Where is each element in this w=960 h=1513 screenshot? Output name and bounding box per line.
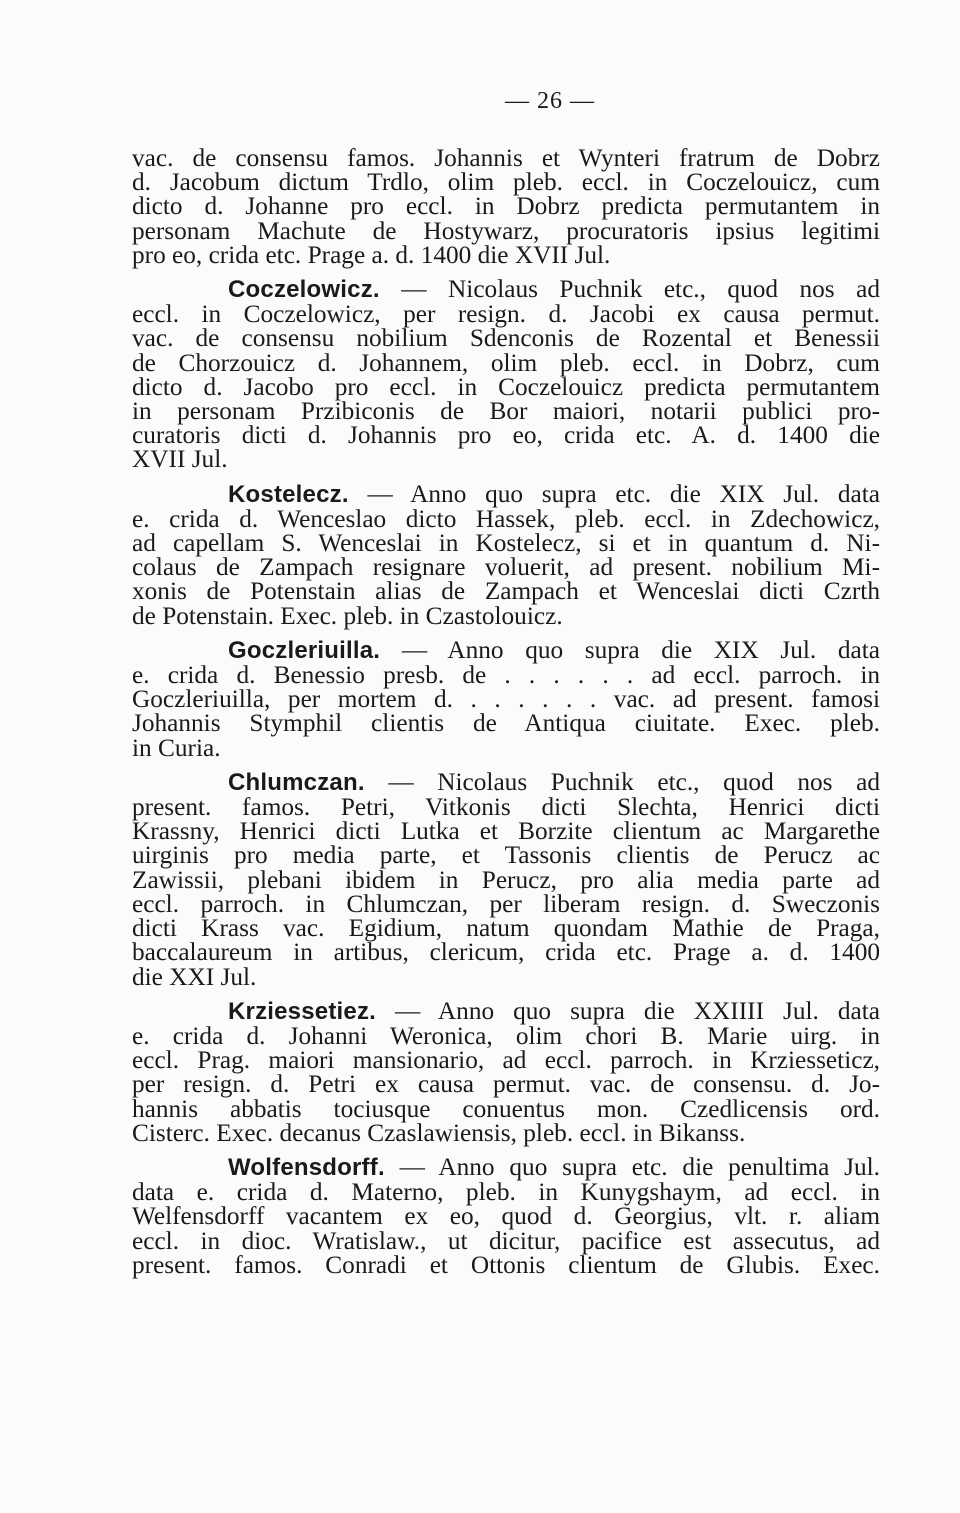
entry-continuation <box>132 146 880 267</box>
page-number: — 26 — <box>505 88 595 114</box>
text-line: eccl. Prag. maiori mansionario, ad eccl. parroch. in Krziesseticz, <box>132 1046 880 1075</box>
entry-heading: Coczelowicz. <box>228 276 380 304</box>
entry-chlumczan <box>132 767 880 991</box>
entry-heading: Goczleriuilla. <box>228 636 381 664</box>
entry-first-line <box>132 1152 880 1181</box>
text-line: Cisterc. Exec. decanus Czaslawiensis, pleb. eccl. in Bikanss. <box>132 1118 746 1147</box>
entry-first-line-text: — Nicolaus Puchnik etc., quod nos ad <box>364 767 880 796</box>
text-line: present. famos. Conradi et Ottonis clientum de Glubis. Exec. <box>132 1250 880 1279</box>
entry-first-line-text: — Anno quo supra die XIX Jul. data <box>380 635 880 664</box>
text-line: present. famos. Petri, Vitkonis dicti Slechta, Henrici dicti <box>132 793 880 822</box>
text-line: Goczleriuilla, per mortem d. . . . . . . vac. ad present. famosi <box>132 685 880 714</box>
text-line: colaus de Zampach resignare voluerit, ad present. nobilium Mi- <box>132 553 880 582</box>
text-line: data e. crida d. Materno, pleb. in Kunygshaym, ad eccl. in <box>132 1178 880 1207</box>
text-line: de Potenstain. Exec. pleb. in Czastolouicz. <box>132 601 563 630</box>
text-line: vac. de consensu nobilium Sdenconis de Rozental et Benessii <box>132 324 880 353</box>
entry-first-line <box>132 479 880 508</box>
text-line: in Curia. <box>132 733 221 762</box>
text-line: e. crida d. Benessio presb. de . . . . . . ad eccl. parroch. in <box>132 661 880 690</box>
entry-first-line-text: — Nicolaus Puchnik etc., quod nos ad <box>379 275 880 304</box>
text-line: ad capellam S. Wenceslai in Kostelecz, si et in quantum d. Ni- <box>132 529 880 558</box>
entry-first-line <box>132 996 880 1025</box>
text-line: eccl. parroch. in Chlumczan, per liberam resign. d. Sweczonis <box>132 889 880 918</box>
text-line: e. crida d. Johanni Weronica, olim chori B. Marie uirg. in <box>132 1021 880 1050</box>
entry-goczleriuilla <box>132 635 880 762</box>
text-line: in personam Przibiconis de Bor maiori, notarii publici pro- <box>132 397 880 426</box>
text-line: eccl. in dioc. Wratislaw., ut dicitur, pacifice est assecutus, ad <box>132 1226 880 1255</box>
text-line: die XXI Jul. <box>132 962 257 991</box>
text-line: hannis abbatis tociusque conuentus mon. Czedlicensis ord. <box>132 1094 880 1123</box>
text-line: baccalaureum in artibus, clericum, crida etc. Prage a. d. 1400 <box>132 938 880 967</box>
entry-krziessetiez <box>132 996 880 1147</box>
text-line: pro eo, crida etc. Prage a. d. 1400 die XVII Jul. <box>132 240 611 269</box>
entry-heading: Wolfensdorff. <box>228 1153 385 1181</box>
text-line: xonis de Potenstain alias de Zampach et Wenceslai dicti Czrth <box>132 577 880 606</box>
entry-first-line <box>132 767 880 796</box>
text-line: curatoris dicti d. Johannis pro eo, crida etc. A. d. 1400 die <box>132 421 880 450</box>
entry-first-line-text: — Anno quo supra etc. die penultima Jul. <box>384 1152 880 1181</box>
text-line: Johannis Stymphil clientis de Antiqua ciuitate. Exec. pleb. <box>132 709 880 738</box>
entry-wolfensdorff <box>132 1152 880 1279</box>
text-line: Welfensdorff vacantem ex eo, quod d. Georgius, vlt. r. aliam <box>132 1202 880 1231</box>
text-line: dicti Krass vac. Egidium, natum quondam Mathie de Praga, <box>132 914 880 943</box>
text-line: de Chorzouicz d. Johannem, olim pleb. eccl. in Dobrz, cum <box>132 348 880 377</box>
text-line: uirginis pro media parte, et Tassonis clientis de Perucz ac <box>132 841 880 870</box>
entry-heading: Kostelecz. <box>228 480 349 508</box>
document-body <box>132 146 880 1277</box>
text-line: XVII Jul. <box>132 445 228 474</box>
entry-first-line <box>132 277 880 302</box>
entry-first-line-text: — Anno quo supra etc. die XIX Jul. data <box>348 479 880 508</box>
entry-heading: Krziessetiez. <box>228 997 377 1025</box>
text-line: eccl. in Coczelowicz, per resign. d. Jacobi ex causa permut. <box>132 300 880 329</box>
text-line: dicto d. Jacobo pro eccl. in Coczelouicz predicta permutantem <box>132 372 880 401</box>
entry-heading: Chlumczan. <box>228 768 365 796</box>
text-line: e. crida d. Wenceslao dicto Hassek, pleb. eccl. in Zdechowicz, <box>132 504 880 533</box>
text-line: personam Machute de Hostywarz, procuratoris ipsius legitimi <box>132 216 880 245</box>
text-line: per resign. d. Petri ex causa permut. vac. de consensu. d. Jo- <box>132 1070 880 1099</box>
text-line: Krassny, Henrici dicti Lutka et Borzite clientum ac Margarethe <box>132 817 880 846</box>
entry-coczelowicz <box>132 277 880 472</box>
text-line: d. Jacobum dictum Trdlo, olim pleb. eccl. in Coczelouicz, cum <box>132 168 880 197</box>
entry-kostelecz <box>132 479 880 630</box>
text-line: dicto d. Johanne pro eccl. in Dobrz predicta permutantem in <box>132 192 880 221</box>
text-line: vac. de consensu famos. Johannis et Wynteri fratrum de Dobrz <box>132 144 880 172</box>
entry-first-line <box>132 635 880 664</box>
entry-first-line-text: — Anno quo supra die XXIIII Jul. data <box>376 996 880 1025</box>
text-line: Zawissii, plebani ibidem in Perucz, pro alia media parte ad <box>132 865 880 894</box>
